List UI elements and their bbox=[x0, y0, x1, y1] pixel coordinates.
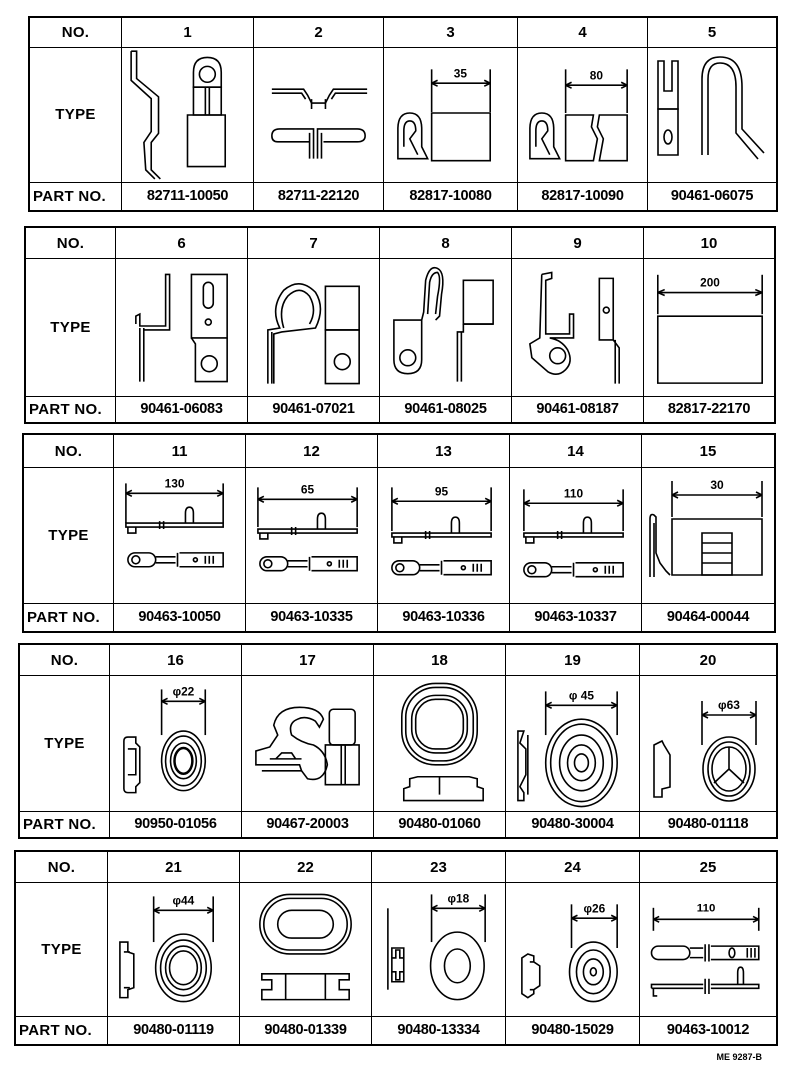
part-no-row bbox=[30, 182, 776, 210]
type-cell-5 bbox=[648, 47, 776, 182]
part-code-9: 90461-08187 bbox=[512, 396, 644, 422]
hook-clamp-eyelet-icon bbox=[512, 258, 643, 396]
type-cell-20 bbox=[640, 675, 776, 811]
part-code-11: 90463-10050 bbox=[114, 603, 246, 631]
grommet-oval-icon bbox=[374, 675, 505, 811]
type-cell-9 bbox=[512, 258, 644, 396]
grommet-oval-icon bbox=[240, 882, 371, 1016]
part-number-20: 20 bbox=[699, 651, 717, 669]
type-cell-15 bbox=[642, 467, 774, 603]
wire-clip-hook-icon bbox=[648, 47, 776, 182]
part-code-12: 90463-10335 bbox=[246, 603, 378, 631]
part-code-20: 90480-01118 bbox=[667, 816, 749, 832]
part-number-16: 16 bbox=[110, 645, 242, 675]
type-row bbox=[30, 47, 776, 183]
type-row bbox=[26, 258, 774, 397]
type-cell-19 bbox=[506, 675, 640, 811]
type-cell-17 bbox=[242, 675, 374, 811]
document-code: ME 9287-B bbox=[716, 1052, 762, 1062]
dimension-label: φ 45 bbox=[568, 688, 594, 703]
type-label: TYPE bbox=[30, 47, 122, 182]
type-cell-25 bbox=[640, 882, 776, 1016]
no-label: NO. bbox=[30, 18, 122, 47]
type-cell-21 bbox=[108, 882, 240, 1016]
part-no-row bbox=[16, 1016, 776, 1044]
dimension-label: 110 bbox=[563, 486, 584, 501]
part-code-21: 90480-01119 bbox=[108, 1016, 240, 1044]
type-cell-24 bbox=[506, 882, 640, 1016]
grommet-round-icon bbox=[506, 675, 639, 811]
no-label: NO. bbox=[24, 435, 114, 467]
dimension-label: φ22 bbox=[172, 684, 195, 699]
dimension-label: 110 bbox=[696, 902, 716, 915]
part-code-8: 90461-08025 bbox=[380, 396, 512, 422]
part-code-22: 90480-01339 bbox=[240, 1016, 372, 1044]
loop-clamp-icon bbox=[248, 258, 379, 396]
part-number-23: 23 bbox=[372, 852, 506, 882]
parts-table-3 bbox=[22, 433, 776, 633]
no-label: NO. bbox=[26, 228, 116, 258]
part-code-1: 82711-10050 bbox=[122, 182, 254, 210]
type-cell-8 bbox=[380, 258, 512, 396]
type-cell-3 bbox=[384, 47, 518, 182]
part-number-5: 5 bbox=[707, 24, 717, 41]
cable-tie-icon bbox=[640, 882, 776, 1016]
part-number-24: 24 bbox=[506, 852, 640, 882]
dimension-label: 130 bbox=[164, 476, 185, 491]
type-cell-22 bbox=[240, 882, 372, 1016]
part-code-24: 90480-15029 bbox=[506, 1016, 640, 1044]
part-code-15: 90464-00044 bbox=[666, 609, 750, 625]
wire-band-loop-icon bbox=[384, 47, 517, 182]
type-cell-1 bbox=[122, 47, 254, 182]
dimension-label: φ26 bbox=[583, 901, 606, 916]
part-no-row bbox=[20, 811, 776, 837]
part-code-3: 82817-10080 bbox=[384, 182, 518, 210]
dimension-label: 30 bbox=[710, 478, 724, 492]
header-row bbox=[20, 645, 776, 676]
header-row bbox=[30, 18, 776, 48]
grommet-washer-icon bbox=[372, 882, 505, 1016]
part-number-18: 18 bbox=[374, 645, 506, 675]
type-cell-16 bbox=[110, 675, 242, 811]
type-cell-4 bbox=[518, 47, 648, 182]
type-cell-11 bbox=[114, 467, 246, 603]
part-number-15: 15 bbox=[699, 442, 717, 460]
part-number-21: 21 bbox=[108, 852, 240, 882]
type-row bbox=[24, 467, 774, 604]
hook-clip-icon bbox=[242, 675, 373, 811]
cable-tie-icon bbox=[114, 467, 245, 603]
part-number-11: 11 bbox=[114, 435, 246, 467]
type-cell-13 bbox=[378, 467, 510, 603]
parts-table-1 bbox=[28, 16, 778, 212]
part-code-5: 90461-06075 bbox=[670, 188, 754, 204]
parts-table-5 bbox=[14, 850, 778, 1046]
clip-band-icon bbox=[642, 467, 774, 603]
part-code-16: 90950-01056 bbox=[110, 811, 242, 837]
cable-tie-icon bbox=[378, 467, 509, 603]
type-cell-6 bbox=[116, 258, 248, 396]
part-number-6: 6 bbox=[116, 228, 248, 258]
grommet-plug-icon bbox=[640, 675, 776, 811]
wire-clamp-bent-icon bbox=[122, 47, 253, 182]
part-no-label: PART NO. bbox=[30, 182, 122, 210]
grommet-round-icon bbox=[506, 882, 639, 1016]
wire-band-loop-long-icon bbox=[518, 47, 647, 182]
part-number-19: 19 bbox=[506, 645, 640, 675]
part-code-13: 90463-10336 bbox=[378, 603, 510, 631]
parts-table-2 bbox=[24, 226, 776, 424]
part-code-23: 90480-13334 bbox=[372, 1016, 506, 1044]
part-code-19: 90480-30004 bbox=[506, 811, 640, 837]
header-row bbox=[26, 228, 774, 259]
part-no-row bbox=[26, 396, 774, 422]
type-label: TYPE bbox=[20, 675, 110, 811]
part-number-7: 7 bbox=[248, 228, 380, 258]
part-number-14: 14 bbox=[510, 435, 642, 467]
part-no-label: PART NO. bbox=[20, 811, 110, 837]
part-no-label: PART NO. bbox=[26, 396, 116, 422]
type-cell-7 bbox=[248, 258, 380, 396]
type-cell-2 bbox=[254, 47, 384, 182]
type-label: TYPE bbox=[26, 258, 116, 396]
part-code-18: 90480-01060 bbox=[374, 811, 506, 837]
dimension-label: 35 bbox=[453, 66, 468, 81]
type-row bbox=[16, 882, 776, 1017]
header-row bbox=[16, 852, 776, 883]
tape-band-icon bbox=[644, 258, 774, 396]
part-number-2: 2 bbox=[254, 18, 384, 47]
part-code-17: 90467-20003 bbox=[242, 811, 374, 837]
dimension-label: φ18 bbox=[447, 891, 470, 906]
part-number-17: 17 bbox=[242, 645, 374, 675]
part-number-8: 8 bbox=[380, 228, 512, 258]
part-number-9: 9 bbox=[512, 228, 644, 258]
header-row bbox=[24, 435, 774, 468]
dimension-label: 80 bbox=[589, 68, 604, 83]
cable-tie-icon bbox=[510, 467, 641, 603]
type-label: TYPE bbox=[16, 882, 108, 1016]
part-code-6: 90461-06083 bbox=[116, 396, 248, 422]
dimension-label: 65 bbox=[300, 482, 315, 497]
dimension-label: φ44 bbox=[172, 893, 195, 908]
part-number-4: 4 bbox=[518, 18, 648, 47]
part-number-12: 12 bbox=[246, 435, 378, 467]
part-number-10: 10 bbox=[700, 234, 718, 252]
loop-clamp-eyelet-icon bbox=[380, 258, 511, 396]
type-row bbox=[20, 675, 776, 812]
type-cell-10 bbox=[644, 258, 774, 396]
parts-table-4 bbox=[18, 643, 778, 839]
part-number-13: 13 bbox=[378, 435, 510, 467]
type-cell-23 bbox=[372, 882, 506, 1016]
no-label: NO. bbox=[16, 852, 108, 882]
part-code-25: 90463-10012 bbox=[666, 1022, 750, 1038]
type-cell-12 bbox=[246, 467, 378, 603]
part-number-25: 25 bbox=[699, 858, 717, 876]
bracket-clamp-l-icon bbox=[116, 258, 247, 396]
type-cell-18 bbox=[374, 675, 506, 811]
part-number-22: 22 bbox=[240, 852, 372, 882]
part-no-row bbox=[24, 603, 774, 631]
wire-clip-spring-icon bbox=[254, 47, 383, 182]
dimension-label: φ63 bbox=[718, 698, 740, 712]
grommet-round-icon bbox=[110, 675, 241, 811]
type-label: TYPE bbox=[24, 467, 114, 603]
part-number-3: 3 bbox=[384, 18, 518, 47]
no-label: NO. bbox=[20, 645, 110, 675]
part-number-1: 1 bbox=[122, 18, 254, 47]
part-code-4: 82817-10090 bbox=[518, 182, 648, 210]
part-code-14: 90463-10337 bbox=[510, 603, 642, 631]
dimension-label: 95 bbox=[434, 484, 449, 499]
part-no-label: PART NO. bbox=[24, 603, 114, 631]
part-code-10: 82817-22170 bbox=[667, 401, 751, 417]
cable-tie-icon bbox=[246, 467, 377, 603]
type-cell-14 bbox=[510, 467, 642, 603]
part-code-2: 82711-22120 bbox=[254, 182, 384, 210]
dimension-label: 200 bbox=[700, 275, 720, 290]
part-no-label: PART NO. bbox=[16, 1016, 108, 1044]
grommet-round-icon bbox=[108, 882, 239, 1016]
part-code-7: 90461-07021 bbox=[248, 396, 380, 422]
